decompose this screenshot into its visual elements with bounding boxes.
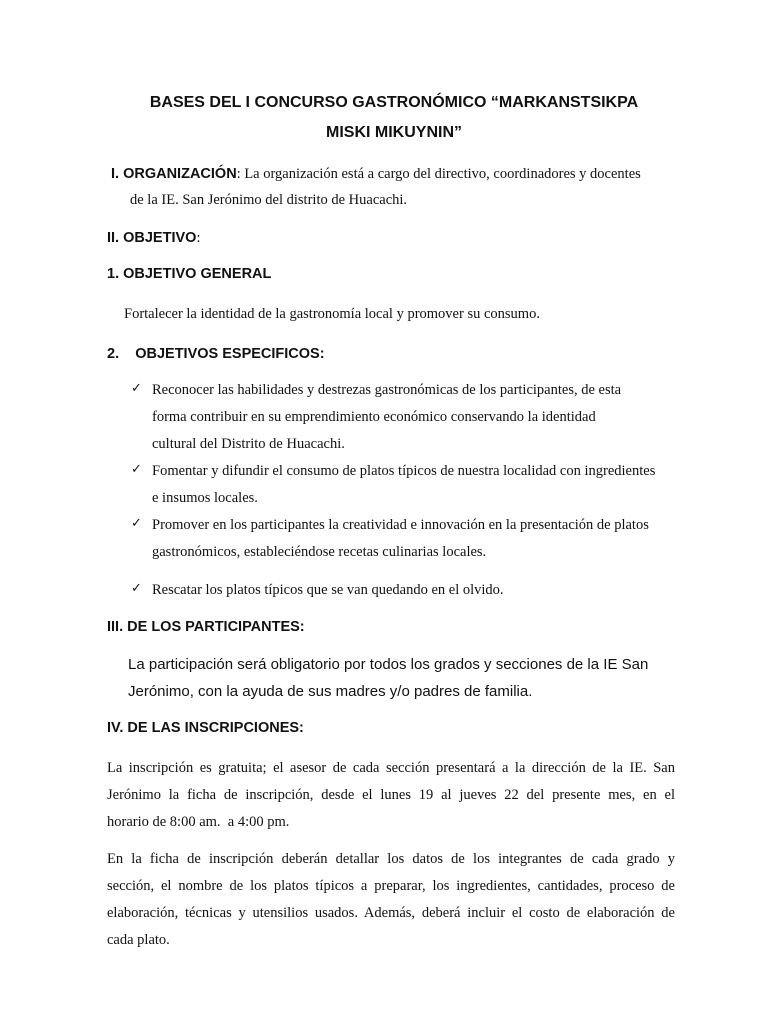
list-item-line: gastronómicos, estableciéndose recetas culinarias locales. — [152, 544, 487, 560]
list-item-line: Rescatar los platos típicos que se van quedando en el olvido. — [152, 582, 504, 598]
organizacion-line-2: de la IE. San Jerónimo del distrito de Huacachi. — [130, 192, 408, 208]
participantes-heading: III. DE LOS PARTICIPANTES: — [107, 619, 305, 635]
inscripciones-p2-line-4: cada plato. — [107, 932, 170, 948]
list-item-line: forma contribuir en su emprendimiento económico conservando la identidad — [152, 409, 596, 425]
participantes-line-2: Jerónimo, con la ayuda de sus madres y/o padres de familia. — [128, 683, 533, 700]
inscripciones-p1-line-1: La inscripción es gratuita; el asesor de cada sección presentará a la dirección de la IE. San — [107, 760, 675, 776]
inscripciones-p2-line-1: En la ficha de inscripción deberán detallar los datos de los integrantes de cada grado y — [107, 851, 675, 867]
check-icon: ✓ — [131, 462, 142, 477]
list-item-line: e insumos locales. — [152, 490, 258, 506]
inscripciones-p1-line-3: horario de 8:00 am. a 4:00 pm. — [107, 814, 290, 830]
objetivo-general-text: Fortalecer la identidad de la gastronomía local y promover su consumo. — [124, 306, 540, 322]
objetivo-general-heading: 1. OBJETIVO GENERAL — [107, 266, 272, 282]
document-title-line-1: BASES DEL I CONCURSO GASTRONÓMICO “MARKANSTSIKPA — [149, 94, 639, 111]
organizacion-line-1 — [111, 165, 641, 183]
check-icon: ✓ — [131, 581, 142, 596]
check-icon: ✓ — [131, 516, 142, 531]
list-item-line: Promover en los participantes la creatividad e innovación en la presentación de platos — [152, 517, 649, 533]
objetivo-colon: : — [196, 230, 201, 246]
check-icon: ✓ — [131, 381, 142, 396]
inscripciones-p2-line-3: elaboración, técnicas y utensilios usados. Además, deberá incluir el costo de elaboración de — [107, 905, 675, 921]
objetivos-especificos-heading: 2. OBJETIVOS ESPECIFICOS: — [107, 346, 325, 362]
list-item-line: Reconocer las habilidades y destrezas gastronómicas de los participantes, de esta — [152, 382, 622, 398]
document-title-line-2: MISKI MIKUYNIN” — [326, 124, 462, 141]
objetivo-heading: II. OBJETIVO — [107, 230, 197, 246]
inscripciones-p2-line-2: sección, el nombre de los platos típicos a preparar, los ingredientes, cantidades, proceso de — [107, 878, 675, 894]
inscripciones-p1-line-2: Jerónimo la ficha de inscripción, desde el lunes 19 al jueves 22 del presente mes, en el — [107, 787, 675, 803]
inscripciones-heading: IV. DE LAS INSCRIPCIONES: — [107, 720, 304, 736]
organizacion-heading: I. ORGANIZACIÓN — [111, 166, 237, 182]
list-item-line: Fomentar y difundir el consumo de platos típicos de nuestra localidad con ingredientes — [152, 463, 656, 479]
organizacion-text: : La organización está a cargo del directivo, coordinadores y docentes — [236, 166, 641, 182]
list-item-line: cultural del Distrito de Huacachi. — [152, 436, 345, 452]
objetivo-section — [107, 229, 200, 247]
participantes-line-1: La participación será obligatorio por todos los grados y secciones de la IE San — [128, 656, 649, 673]
